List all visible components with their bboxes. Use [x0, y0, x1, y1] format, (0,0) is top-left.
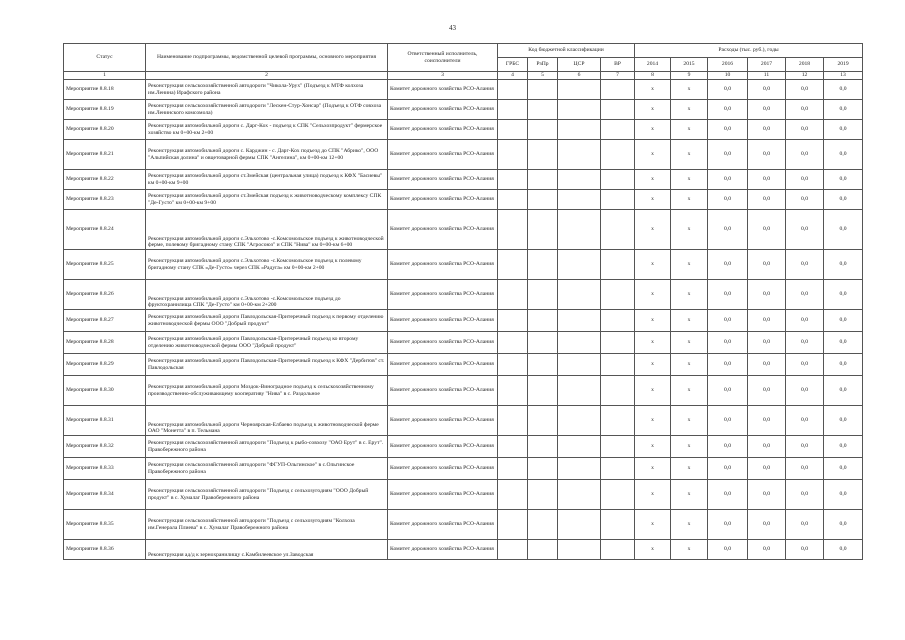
row-code-cell [601, 310, 635, 332]
row-name: Реконструкция автомобильной дороги ст.Змейская (центральная улица) подъезд к КФХ "Басиевы" км 0+00-км 9+00 [146, 170, 388, 190]
table-row [64, 480, 863, 510]
row-expense-value: 0,0 [824, 510, 863, 540]
row-executor: Комитет дорожного хозяйства РСО-Алания [388, 436, 498, 458]
row-name: Реконструкция автомобильной дороги с. Дарг-Кох - подъезд к СПК "Сельхозпродукт" фермерское хозяйство км 0+00-км 2+00 [146, 120, 388, 140]
header-expenses-group: Расходы (тыс. руб.), годы [635, 44, 863, 58]
row-code-cell [528, 140, 558, 170]
row-code-cell [601, 458, 635, 480]
row-code-cell [528, 210, 558, 250]
table-row [64, 140, 863, 170]
table-row [64, 80, 863, 100]
row-status: Мероприятие 8.8.25 [64, 250, 146, 280]
row-expense-value: 0,0 [748, 376, 786, 406]
row-expense-value: 0,0 [786, 332, 824, 354]
row-expense-value: 0,0 [786, 540, 824, 560]
row-code-cell [558, 376, 601, 406]
row-status: Мероприятие 8.8.20 [64, 120, 146, 140]
row-expense-value: 0,0 [786, 210, 824, 250]
row-code-cell [558, 170, 601, 190]
row-expense-value: х [635, 210, 671, 250]
row-expense-value: 0,0 [824, 280, 863, 310]
header-code: РзПр [528, 58, 558, 72]
row-expense-value: 0,0 [786, 436, 824, 458]
row-code-cell [601, 376, 635, 406]
row-code-cell [558, 540, 601, 560]
row-code-cell [498, 250, 528, 280]
row-name: Реконструкция автомобильной дороги ст.Змейская подъезд к животноводческому комплексу СПК "Де-Густо" км 0+00-км 9+00 [146, 190, 388, 210]
row-expense-value: 0,0 [708, 480, 748, 510]
row-code-cell [528, 458, 558, 480]
row-code-cell [498, 480, 528, 510]
row-code-cell [528, 480, 558, 510]
row-name: Реконструкция ад/д к зернохранилищу с.Камбилеевское ул.Заводская [146, 540, 388, 560]
row-expense-value: 0,0 [708, 332, 748, 354]
row-expense-value: 0,0 [708, 376, 748, 406]
row-expense-value: 0,0 [824, 210, 863, 250]
row-expense-value: х [635, 406, 671, 436]
row-executor: Комитет дорожного хозяйства РСО-Алания [388, 458, 498, 480]
row-expense-value: 0,0 [708, 210, 748, 250]
row-code-cell [498, 140, 528, 170]
row-expense-value: 0,0 [786, 120, 824, 140]
row-code-cell [601, 436, 635, 458]
row-expense-value: 0,0 [824, 170, 863, 190]
row-code-cell [558, 406, 601, 436]
row-code-cell [558, 332, 601, 354]
table-row [64, 170, 863, 190]
row-expense-value: 0,0 [824, 250, 863, 280]
row-executor: Комитет дорожного хозяйства РСО-Алания [388, 480, 498, 510]
row-expense-value: х [635, 100, 671, 120]
row-expense-value: х [635, 458, 671, 480]
row-code-cell [601, 280, 635, 310]
row-status: Мероприятие 8.8.31 [64, 406, 146, 436]
row-expense-value: х [671, 332, 708, 354]
header-code-group: Код бюджетной классификации [498, 44, 635, 58]
row-expense-value: 0,0 [824, 140, 863, 170]
row-executor: Комитет дорожного хозяйства РСО-Алания [388, 190, 498, 210]
row-code-cell [601, 140, 635, 170]
row-name: Реконструкция автомобильной дороги Павлодольская-Притеречный подъезд к КФХ "Дербитов" ст. Павлодольская [146, 354, 388, 376]
row-status: Мероприятие 8.8.30 [64, 376, 146, 406]
row-expense-value: 0,0 [748, 280, 786, 310]
row-name: Реконструкция сельскохозяйственной автодороги "Подъезд к рыбо-совхозу "ОАО Ерут" в с. Ерут". Правобережного района [146, 436, 388, 458]
column-index-row [64, 72, 863, 80]
row-expense-value: х [635, 510, 671, 540]
row-name: Реконструкция автомобильной дороги Моздок-Виноградное подъезд к сельскохозяйственному производственно-обслуживающему кооперативу "Нива" в с. Раздольное [146, 376, 388, 406]
row-expense-value: 0,0 [748, 540, 786, 560]
row-expense-value: х [671, 100, 708, 120]
row-expense-value: 0,0 [708, 170, 748, 190]
row-expense-value: 0,0 [824, 310, 863, 332]
row-expense-value: х [635, 80, 671, 100]
column-index: 5 [528, 72, 558, 80]
row-expense-value: х [671, 436, 708, 458]
row-expense-value: 0,0 [824, 406, 863, 436]
row-expense-value: 0,0 [708, 540, 748, 560]
row-code-cell [558, 354, 601, 376]
row-expense-value: 0,0 [824, 80, 863, 100]
row-expense-value: 0,0 [708, 406, 748, 436]
row-expense-value: 0,0 [786, 354, 824, 376]
row-name: Реконструкция автомобильной дороги с.Эльхотово -с.Комсомольское подъезд к животноводческой ферме, полевому бригадному стану СПК "Агросоюз" и СПК "Нива" км 0+00-км 6+00 [146, 210, 388, 250]
row-expense-value: х [671, 120, 708, 140]
row-name: Реконструкция автомобильной дороги Черноярская-Елбаево подъезд к животноводческой ферме ОАО "Монетта" в п. Тельмана [146, 406, 388, 436]
row-code-cell [528, 436, 558, 458]
row-code-cell [498, 458, 528, 480]
row-expense-value: 0,0 [748, 436, 786, 458]
row-code-cell [601, 80, 635, 100]
row-name: Реконструкция сельскохозяйственной автодороги "Лескен-Стур-Хонсар" (Подъезд к ОТФ совхоза им.Ленинского комсомола) [146, 100, 388, 120]
row-code-cell [528, 332, 558, 354]
row-code-cell [558, 120, 601, 140]
row-code-cell [498, 436, 528, 458]
row-status: Мероприятие 8.8.35 [64, 510, 146, 540]
row-status: Мероприятие 8.8.21 [64, 140, 146, 170]
row-code-cell [558, 250, 601, 280]
row-code-cell [601, 250, 635, 280]
table-row [64, 190, 863, 210]
row-expense-value: х [635, 436, 671, 458]
row-code-cell [498, 100, 528, 120]
row-status: Мероприятие 8.8.27 [64, 310, 146, 332]
table-row [64, 458, 863, 480]
row-name: Реконструкция автомобильной дороги с.Эльхотово -с.Комсомольское подъезд к полевому бригадному стану СПК «Де-Густо» через СПК «Радуга» км 0+00-км 2+00 [146, 250, 388, 280]
row-expense-value: х [671, 210, 708, 250]
row-status: Мероприятие 8.8.18 [64, 80, 146, 100]
row-expense-value: 0,0 [708, 100, 748, 120]
table-row [64, 510, 863, 540]
header-year: 2018 [786, 58, 824, 72]
header-code: ВР [601, 58, 635, 72]
row-code-cell [498, 540, 528, 560]
row-expense-value: 0,0 [786, 406, 824, 436]
row-expense-value: х [671, 310, 708, 332]
table-row [64, 250, 863, 280]
row-code-cell [601, 120, 635, 140]
row-expense-value: 0,0 [824, 458, 863, 480]
row-code-cell [528, 354, 558, 376]
row-expense-value: 0,0 [748, 140, 786, 170]
header-year: 2017 [748, 58, 786, 72]
row-name: Реконструкция сельскохозяйственной автодороги "Чикола-Урух" (Подъезд к МТФ колхоза им.Ленина) Ирафского района [146, 80, 388, 100]
row-expense-value: х [671, 406, 708, 436]
row-code-cell [558, 210, 601, 250]
row-expense-value: х [635, 376, 671, 406]
row-code-cell [558, 80, 601, 100]
row-expense-value: 0,0 [786, 250, 824, 280]
row-executor: Комитет дорожного хозяйства РСО-Алания [388, 170, 498, 190]
row-code-cell [528, 100, 558, 120]
row-expense-value: 0,0 [786, 280, 824, 310]
row-expense-value: 0,0 [748, 210, 786, 250]
row-expense-value: 0,0 [708, 140, 748, 170]
row-code-cell [558, 280, 601, 310]
row-status: Мероприятие 8.8.29 [64, 354, 146, 376]
page-number: 43 [449, 24, 456, 32]
row-status: Мероприятие 8.8.26 [64, 280, 146, 310]
row-expense-value: х [635, 190, 671, 210]
row-code-cell [498, 354, 528, 376]
row-expense-value: 0,0 [748, 100, 786, 120]
row-code-cell [498, 332, 528, 354]
row-expense-value: 0,0 [786, 310, 824, 332]
row-code-cell [528, 170, 558, 190]
row-expense-value: 0,0 [748, 354, 786, 376]
row-status: Мероприятие 8.8.24 [64, 210, 146, 250]
row-expense-value: х [635, 332, 671, 354]
row-executor: Комитет дорожного хозяйства РСО-Алания [388, 310, 498, 332]
row-code-cell [498, 170, 528, 190]
row-expense-value: х [635, 250, 671, 280]
row-name: Реконструкция автомобильной дороги Павлодольская-Притеречный подъезд к первому отделению животноводческой фермы ООО "Добрый продукт" [146, 310, 388, 332]
row-expense-value: х [671, 354, 708, 376]
row-expense-value: 0,0 [708, 510, 748, 540]
column-index: 2 [146, 72, 388, 80]
row-code-cell [528, 280, 558, 310]
table-row [64, 210, 863, 250]
row-expense-value: 0,0 [786, 480, 824, 510]
row-code-cell [498, 376, 528, 406]
row-expense-value: х [671, 140, 708, 170]
row-code-cell [558, 436, 601, 458]
row-code-cell [528, 376, 558, 406]
table-body [64, 80, 863, 560]
row-code-cell [528, 190, 558, 210]
row-code-cell [498, 210, 528, 250]
program-expenses-table [63, 43, 863, 560]
row-expense-value: 0,0 [708, 190, 748, 210]
row-executor: Комитет дорожного хозяйства РСО-Алания [388, 80, 498, 100]
row-code-cell [498, 190, 528, 210]
column-index: 1 [64, 72, 146, 80]
row-expense-value: х [671, 250, 708, 280]
row-code-cell [558, 510, 601, 540]
row-code-cell [601, 210, 635, 250]
header-status: Статус [64, 44, 146, 72]
column-index: 9 [671, 72, 708, 80]
row-code-cell [528, 510, 558, 540]
row-expense-value: х [635, 310, 671, 332]
column-index: 7 [601, 72, 635, 80]
row-expense-value: 0,0 [708, 250, 748, 280]
row-executor: Комитет дорожного хозяйства РСО-Алания [388, 510, 498, 540]
row-name: Реконструкция сельскохозяйственной автодороги "Подъезд с сельхозугодиям "Колхоза им.Генерала Плиева" в с. Хумалаг Правобережного района [146, 510, 388, 540]
row-code-cell [498, 280, 528, 310]
table-row [64, 354, 863, 376]
row-code-cell [528, 310, 558, 332]
row-executor: Комитет дорожного хозяйства РСО-Алания [388, 140, 498, 170]
row-name: Реконструкция сельскохозяйственной автодороги "Подъезд с сельхозугодиям "ООО Добрый продукт" в с. Хумалаг Правобережного района [146, 480, 388, 510]
column-index: 13 [824, 72, 863, 80]
row-code-cell [498, 406, 528, 436]
row-status: Мероприятие 8.8.36 [64, 540, 146, 560]
row-expense-value: 0,0 [824, 436, 863, 458]
row-expense-value: 0,0 [748, 406, 786, 436]
row-executor: Комитет дорожного хозяйства РСО-Алания [388, 406, 498, 436]
table-row [64, 310, 863, 332]
column-index: 10 [708, 72, 748, 80]
table-row [64, 436, 863, 458]
row-expense-value: 0,0 [824, 190, 863, 210]
row-expense-value: 0,0 [708, 354, 748, 376]
row-status: Мероприятие 8.8.22 [64, 170, 146, 190]
row-expense-value: 0,0 [786, 80, 824, 100]
column-index: 3 [388, 72, 498, 80]
row-expense-value: х [635, 354, 671, 376]
row-expense-value: х [671, 510, 708, 540]
row-expense-value: х [671, 190, 708, 210]
table-row [64, 280, 863, 310]
row-expense-value: 0,0 [708, 80, 748, 100]
row-expense-value: 0,0 [824, 540, 863, 560]
row-code-cell [528, 406, 558, 436]
row-expense-value: х [671, 170, 708, 190]
row-expense-value: 0,0 [748, 120, 786, 140]
row-expense-value: 0,0 [786, 100, 824, 120]
row-code-cell [558, 458, 601, 480]
row-expense-value: х [671, 280, 708, 310]
header-year: 2014 [635, 58, 671, 72]
row-expense-value: х [635, 170, 671, 190]
row-expense-value: 0,0 [786, 376, 824, 406]
row-expense-value: х [671, 458, 708, 480]
row-expense-value: 0,0 [786, 190, 824, 210]
row-code-cell [558, 480, 601, 510]
header-executor: Ответственный исполнитель, соисполнители [388, 44, 498, 72]
row-code-cell [601, 170, 635, 190]
row-executor: Комитет дорожного хозяйства РСО-Алания [388, 120, 498, 140]
row-name: Реконструкция автомобильной дороги Павлодольская-Притеречный подъезд ко второму отделению животноводческой фермы ООО "Добрый продукт" [146, 332, 388, 354]
row-code-cell [528, 80, 558, 100]
row-executor: Комитет дорожного хозяйства РСО-Алания [388, 376, 498, 406]
header-year: 2019 [824, 58, 863, 72]
row-code-cell [558, 100, 601, 120]
row-executor: Комитет дорожного хозяйства РСО-Алания [388, 280, 498, 310]
row-code-cell [601, 354, 635, 376]
row-expense-value: 0,0 [748, 250, 786, 280]
row-expense-value: 0,0 [708, 310, 748, 332]
row-status: Мероприятие 8.8.34 [64, 480, 146, 510]
column-index: 6 [558, 72, 601, 80]
row-code-cell [601, 332, 635, 354]
table-row [64, 540, 863, 560]
row-executor: Комитет дорожного хозяйства РСО-Алания [388, 332, 498, 354]
row-status: Мероприятие 8.8.33 [64, 458, 146, 480]
table-row [64, 406, 863, 436]
row-expense-value: 0,0 [708, 120, 748, 140]
row-expense-value: х [635, 120, 671, 140]
row-executor: Комитет дорожного хозяйства РСО-Алания [388, 354, 498, 376]
header-year: 2016 [708, 58, 748, 72]
row-expense-value: х [635, 140, 671, 170]
row-code-cell [601, 190, 635, 210]
row-expense-value: 0,0 [748, 190, 786, 210]
row-code-cell [498, 120, 528, 140]
row-code-cell [498, 510, 528, 540]
row-code-cell [601, 406, 635, 436]
header-year: 2015 [671, 58, 708, 72]
row-executor: Комитет дорожного хозяйства РСО-Алания [388, 250, 498, 280]
row-name: Реконструкция сельскохозяйственной автодороги "ФГУП-Ольгинское" в с.Ольгинское Правобережного района [146, 458, 388, 480]
row-code-cell [498, 80, 528, 100]
row-expense-value: 0,0 [708, 458, 748, 480]
column-index: 12 [786, 72, 824, 80]
column-index: 11 [748, 72, 786, 80]
row-expense-value: 0,0 [786, 510, 824, 540]
row-code-cell [601, 510, 635, 540]
row-code-cell [601, 100, 635, 120]
row-code-cell [558, 140, 601, 170]
table-row [64, 376, 863, 406]
row-code-cell [558, 310, 601, 332]
column-index: 8 [635, 72, 671, 80]
row-expense-value: х [635, 480, 671, 510]
row-status: Мероприятие 8.8.19 [64, 100, 146, 120]
row-code-cell [528, 250, 558, 280]
row-name: Реконструкция автомобильной дороги с. Карджин - с. Дарг-Кох подъезд до СПК "Абрико", ООО "Альпийская долина" и овцетоварной фермы СПК "Ангелина", км 0+00-км 12+00 [146, 140, 388, 170]
row-expense-value: х [671, 376, 708, 406]
row-code-cell [601, 480, 635, 510]
row-status: Мероприятие 8.8.23 [64, 190, 146, 210]
row-expense-value: 0,0 [824, 120, 863, 140]
row-expense-value: 0,0 [786, 170, 824, 190]
row-code-cell [601, 540, 635, 560]
row-expense-value: 0,0 [824, 100, 863, 120]
row-expense-value: 0,0 [748, 170, 786, 190]
row-code-cell [558, 190, 601, 210]
row-expense-value: 0,0 [748, 510, 786, 540]
row-expense-value: 0,0 [824, 354, 863, 376]
row-expense-value: х [635, 280, 671, 310]
row-expense-value: 0,0 [748, 310, 786, 332]
row-expense-value: 0,0 [824, 376, 863, 406]
table-row [64, 120, 863, 140]
table-row [64, 332, 863, 354]
row-executor: Комитет дорожного хозяйства РСО-Алания [388, 540, 498, 560]
row-expense-value: х [671, 80, 708, 100]
row-code-cell [528, 540, 558, 560]
row-expense-value: 0,0 [786, 458, 824, 480]
row-expense-value: 0,0 [708, 280, 748, 310]
row-code-cell [498, 310, 528, 332]
row-executor: Комитет дорожного хозяйства РСО-Алания [388, 100, 498, 120]
row-expense-value: х [671, 480, 708, 510]
row-expense-value: 0,0 [824, 480, 863, 510]
row-expense-value: 0,0 [786, 140, 824, 170]
row-status: Мероприятие 8.8.28 [64, 332, 146, 354]
row-expense-value: х [635, 540, 671, 560]
header-code: ЦСР [558, 58, 601, 72]
row-expense-value: 0,0 [748, 480, 786, 510]
row-executor: Комитет дорожного хозяйства РСО-Алания [388, 210, 498, 250]
row-expense-value: х [671, 540, 708, 560]
row-code-cell [528, 120, 558, 140]
row-expense-value: 0,0 [748, 458, 786, 480]
header-name: Наименование подпрограммы, ведомственной целевой программы, основного мероприятия [146, 44, 388, 72]
row-status: Мероприятие 8.8.32 [64, 436, 146, 458]
row-expense-value: 0,0 [748, 332, 786, 354]
row-name: Реконструкция автомобильной дороги с.Эльхотово -с.Комсомольское подъезд до фруктохранилища СПК "Де-Густо" км 0+00-км 2+200 [146, 280, 388, 310]
table-row [64, 100, 863, 120]
row-expense-value: 0,0 [708, 436, 748, 458]
header-code: ГРБС [498, 58, 528, 72]
row-expense-value: 0,0 [748, 80, 786, 100]
column-index: 4 [498, 72, 528, 80]
row-expense-value: 0,0 [824, 332, 863, 354]
